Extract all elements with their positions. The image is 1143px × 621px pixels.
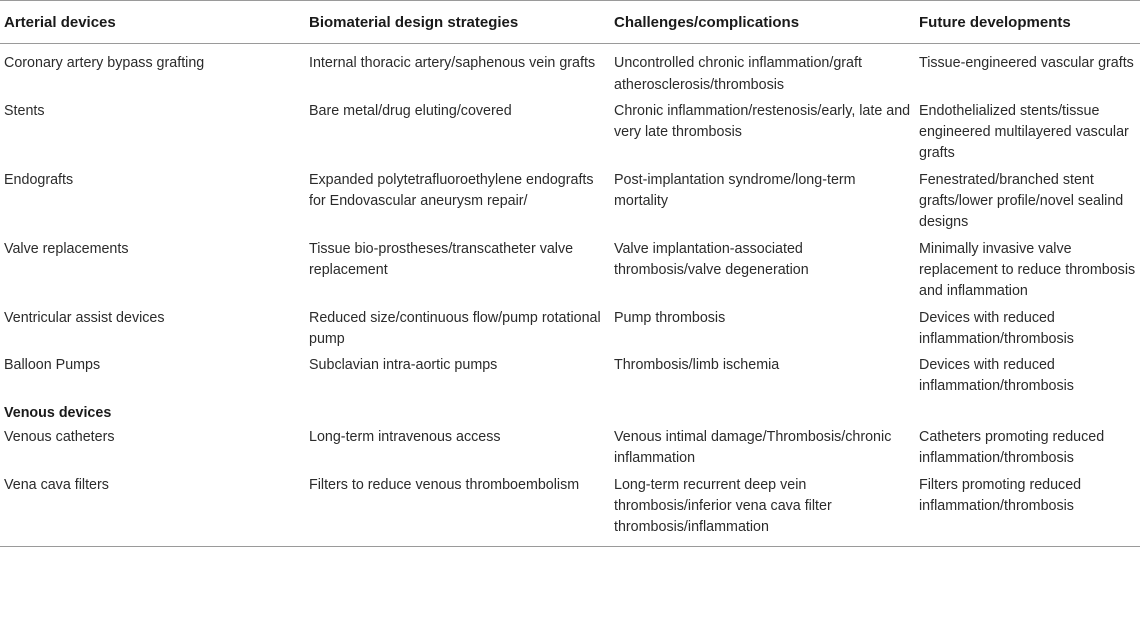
header-biomaterial-design-strategies: Biomaterial design strategies [305,1,610,44]
cell-strategy: Filters to reduce venous thromboembolism [305,475,610,546]
section-row-venous-devices [0,403,1140,427]
cell-challenge: Valve implantation-associated thrombosis/valve degeneration [614,240,809,278]
cell-future: Tissue-engineered vascular grafts [919,55,1134,72]
cell-challenge: Venous intimal damage/Thrombosis/chronic inflammation [614,429,892,467]
table-row [0,308,1140,356]
table-row [0,355,1140,403]
cell-future: Devices with reduced inflammation/thrombosis [919,309,1074,347]
cell-strategy: Expanded polytetrafluoroethylene endografts for Endovascular aneurysm repair/ [309,171,594,210]
cell-device: Balloon Pumps [4,357,101,374]
table-row [0,475,1140,546]
cell-device: Vena cava filters [0,475,305,546]
section-label: Venous devices [4,404,112,421]
cell-challenge: Chronic inflammation/restenosis/early, late and very late thrombosis [614,102,911,141]
cell-future: Fenestrated/branched stent grafts/lower profile/novel sealind designs [919,171,1124,231]
header-arterial-devices: Arterial devices [0,1,305,44]
cell-strategy: Subclavian intra-aortic pumps [309,357,498,374]
cell-device: Venous catheters [4,429,115,446]
cell-future: Filters promoting reduced inflammation/thrombosis [915,475,1140,546]
table-row [0,101,1140,170]
cell-strategy: Tissue bio-prostheses/transcatheter valve replacement [309,240,574,278]
header-challenges-complications: Challenges/complications [610,1,915,44]
cell-future: Minimally invasive valve replacement to reduce thrombosis and inflammation [919,240,1136,300]
cell-device: Ventricular assist devices [4,309,165,326]
cell-strategy: Internal thoracic artery/saphenous vein grafts [309,55,596,72]
table-row [0,427,1140,475]
table-row [0,239,1140,308]
cell-future: Catheters promoting reduced inflammation/thrombosis [919,429,1105,467]
cell-future: Endothelialized stents/tissue engineered multilayered vascular grafts [919,102,1129,162]
cell-challenge: Pump thrombosis [614,309,726,326]
cell-challenge: Thrombosis/limb ischemia [614,357,780,374]
cell-strategy: Bare metal/drug eluting/covered [309,102,512,119]
cell-challenge: Uncontrolled chronic inflammation/graft atherosclerosis/thrombosis [614,55,862,93]
cell-challenge: Post-implantation syndrome/long-term mortality [614,171,856,210]
cell-device: Valve replacements [4,240,129,257]
cell-strategy: Long-term intravenous access [309,429,501,446]
header-row [0,1,1140,44]
table-row [0,44,1140,101]
header-future-developments: Future developments [915,1,1140,44]
cell-device: Endografts [4,171,74,188]
table-row [0,170,1140,239]
cell-challenge: Long-term recurrent deep vein thrombosis/inferior vena cava filter thrombosis/inflammation [610,475,915,546]
cell-device: Coronary artery bypass grafting [4,55,205,72]
cell-strategy: Reduced size/continuous flow/pump rotational pump [309,309,601,347]
cell-future: Devices with reduced inflammation/thrombosis [919,357,1074,395]
cell-device: Stents [4,102,45,119]
